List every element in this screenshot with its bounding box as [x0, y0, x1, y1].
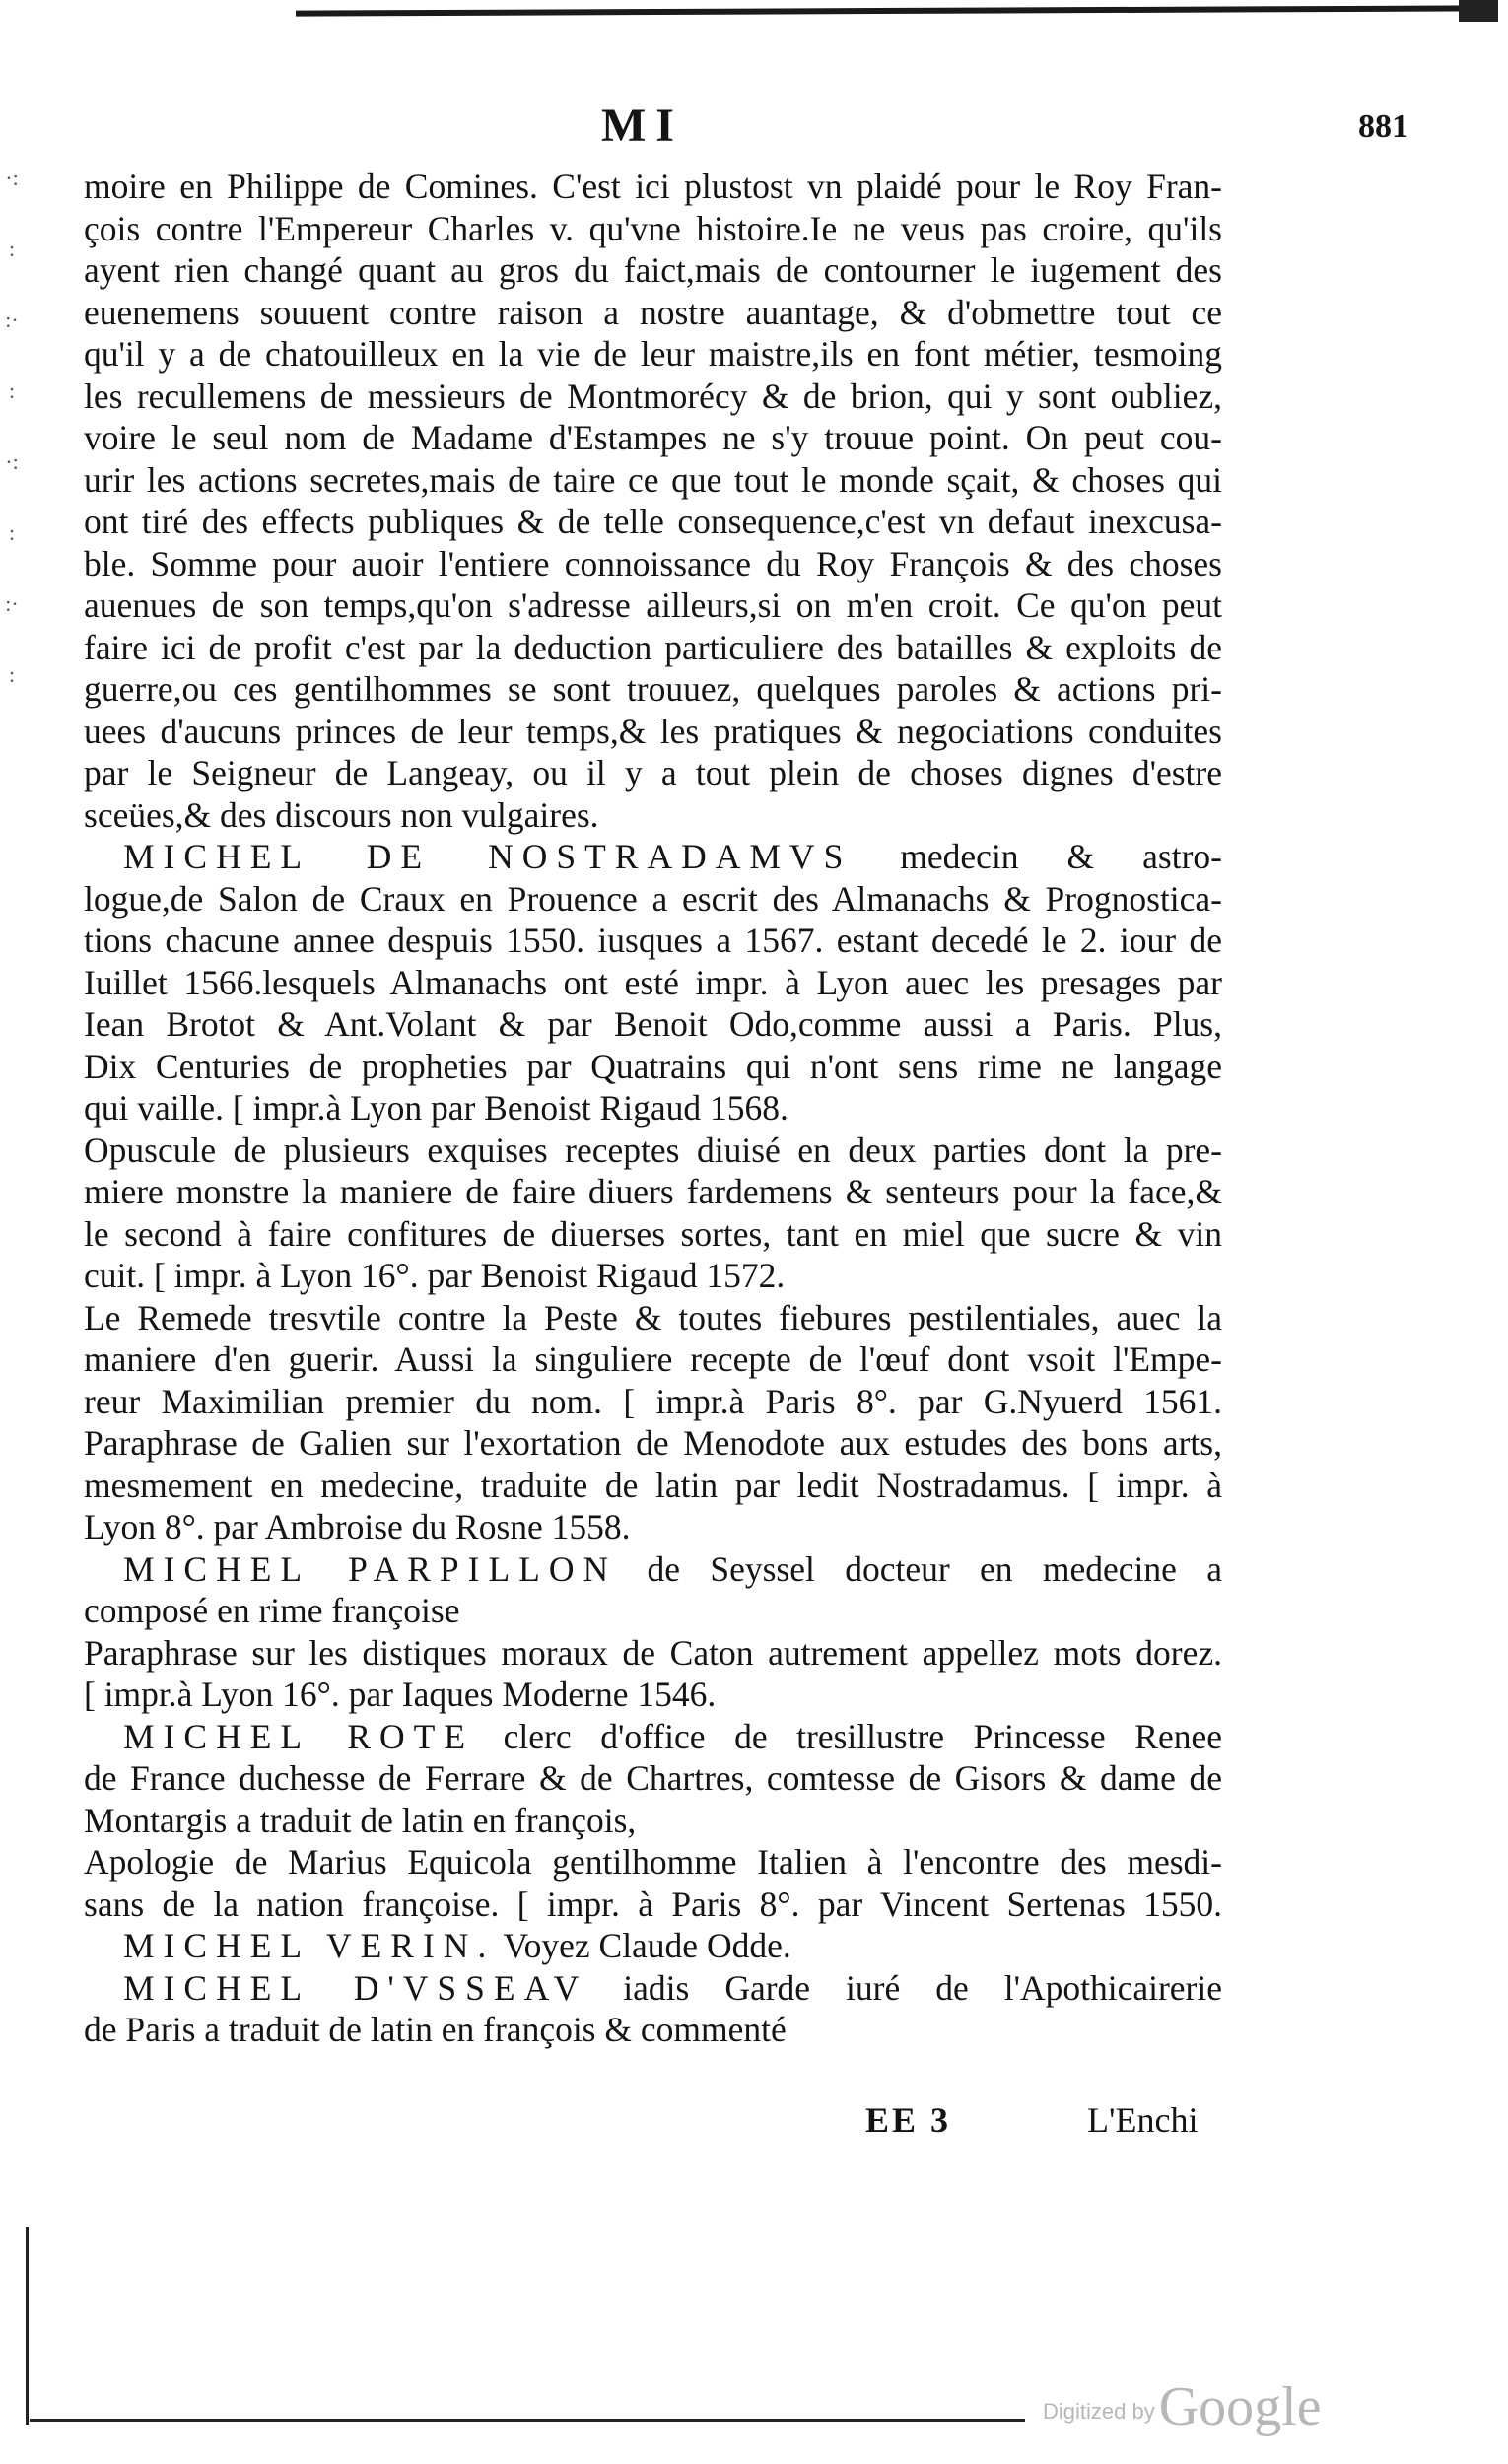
text-line: [84, 1548, 1222, 1591]
text-line: [84, 1883, 1222, 1926]
text-line: [84, 1297, 1222, 1339]
line-text: sans de la nation françoise. [ impr. à Paris 8°. par Vincent Sertenas 1550.: [84, 1883, 1222, 1924]
page-header: [0, 99, 1508, 158]
text-line: [84, 836, 1222, 878]
text-line: [84, 711, 1222, 753]
text-line: [84, 208, 1222, 250]
author-name: MICHEL D'VSSEAV: [123, 1967, 588, 2008]
author-name: MICHEL ROTE: [123, 1716, 475, 1756]
text-line: [84, 584, 1222, 627]
text-line: [84, 1716, 1222, 1758]
text-line: [84, 1213, 1222, 1256]
line-text: clerc d'office de tresillustre Princesse Renee: [474, 1716, 1222, 1756]
text-line: [84, 752, 1222, 794]
page-number: 881: [1358, 108, 1408, 145]
text-line: [84, 501, 1222, 543]
line-text: par le Seigneur de Langeay, ou il y a tout plein de choses dignes d'estre: [84, 753, 1222, 792]
line-text: de Paris a traduit de latin en françois & commenté: [84, 2010, 787, 2049]
line-text: Montargis a traduit de latin en françois,: [84, 1800, 637, 1840]
line-text: Dix Centuries de propheties par Quatrains qui n'ont sens rime ne langage: [84, 1046, 1222, 1086]
line-text: composé en rime françoise: [84, 1591, 460, 1630]
text-line: [84, 1381, 1222, 1423]
line-text: sceües,& des discours non vulgaires.: [84, 794, 599, 835]
line-text: euenemens souuent contre raison a nostre auantage, & d'obmettre tout ce: [84, 292, 1222, 332]
line-text: uees d'aucuns princes de leur temps,& les pratiques & negociations conduites: [84, 711, 1222, 751]
line-text: Voyez Claude Odde.: [495, 1926, 791, 1965]
text-line: [84, 249, 1222, 292]
text-line: [84, 1632, 1222, 1675]
line-text: cuit. [ impr. à Lyon 16°. par Benoist Rigaud 1572.: [84, 1256, 786, 1295]
text-line: [84, 668, 1222, 711]
line-text: reur Maximilian premier du nom. [ impr.à Paris 8°. par G.Nyuerd 1561.: [84, 1381, 1222, 1421]
text-line: [84, 1506, 1222, 1548]
text-line: [84, 1255, 1222, 1297]
line-text: qu'il y a de chatouilleux en la vie de leur maistre,ils en font métier, tesmoing: [84, 334, 1222, 374]
bottom-edge-rule: [30, 2419, 1025, 2422]
text-line: [84, 1129, 1222, 1172]
line-text: Iean Brotot & Ant.Volant & par Benoit Odo,comme aussi a Paris. Plus,: [84, 1004, 1222, 1044]
line-text: mesmement en medecine, traduite de latin par ledit Nostradamus. [ impr. à: [84, 1465, 1222, 1505]
text-line: [84, 1338, 1222, 1381]
line-text: ayent rien changé quant au gros du faict,mais de contourner le iugement des: [84, 250, 1222, 290]
author-name: MICHEL PARPILLON: [123, 1548, 618, 1589]
text-line: [84, 459, 1222, 502]
line-text: Apologie de Marius Equicola gentilhomme Italien à l'encontre des mesdi-: [84, 1842, 1222, 1882]
line-text: les recullemens de messieurs de Montmorécy & de brion, qui y sont oubliez,: [84, 376, 1222, 416]
digitized-watermark: [1043, 2375, 1322, 2438]
body-text: [84, 166, 1222, 2051]
text-line: [84, 417, 1222, 459]
line-text: voire le seul nom de Madame d'Estampes ne s'y trouue point. On peut cou-: [84, 418, 1222, 457]
text-line: [84, 1925, 1222, 1967]
line-text: urir les actions secretes,mais de taire ce que tout le monde sçait, & choses qui: [84, 459, 1222, 500]
line-text: Lyon 8°. par Ambroise du Rosne 1558.: [84, 1507, 631, 1546]
text-line: [84, 376, 1222, 418]
line-text: Iuillet 1566.lesquels Almanachs ont esté impr. à Lyon auec les presages par: [84, 962, 1222, 1002]
text-line: [84, 1171, 1222, 1213]
line-text: moire en Philippe de Comines. C'est ici plustost vn plaidé pour le Roy Fran-: [84, 167, 1222, 206]
text-line: [84, 1800, 1222, 1842]
text-line: [84, 878, 1222, 921]
text-line: [84, 1003, 1222, 1046]
signature-mark: EE 3: [865, 2100, 952, 2140]
watermark-prefix: Digitized by: [1043, 2399, 1155, 2424]
line-text: Paraphrase sur les distiques moraux de Caton autrement appellez mots dorez.: [84, 1632, 1222, 1673]
line-text: guerre,ou ces gentilhommes se sont trouuez, quelques paroles & actions pri-: [84, 669, 1222, 709]
text-line: [84, 794, 1222, 837]
text-line: [84, 1465, 1222, 1507]
text-line: [84, 1046, 1222, 1088]
top-corner-smudge: [1459, 0, 1498, 22]
author-name: MICHEL DE NOSTRADAMVS: [123, 837, 853, 876]
page-footer: [0, 2099, 1508, 2158]
text-line: [84, 292, 1222, 334]
google-logo: Google: [1158, 2376, 1322, 2437]
line-text: qui vaille. [ impr.à Lyon par Benoist Rigaud 1568.: [84, 1088, 788, 1128]
catchword: L'Enchi: [1087, 2100, 1199, 2140]
line-text: Opuscule de plusieurs exquises receptes diuisé en deux parties dont la pre-: [84, 1129, 1222, 1170]
text-line: [84, 1590, 1222, 1632]
line-text: [ impr.à Lyon 16°. par Iaques Moderne 1546.: [84, 1675, 717, 1714]
line-text: tions chacune annee despuis 1550. iusques a 1567. estant decedé le 2. iour de: [84, 921, 1222, 960]
line-text: miere monstre la maniere de faire diuers fardemens & senteurs pour la face,&: [84, 1172, 1222, 1211]
left-margin-marks: ·: : :· : ·: : :· :: [5, 166, 19, 687]
line-text: ble. Somme pour auoir l'entiere connoissance du Roy François & des choses: [84, 543, 1222, 583]
left-edge-rule: [26, 2227, 29, 2425]
line-text: ont tiré des effects publiques & de telle consequence,c'est vn defaut inexcusa-: [84, 502, 1222, 541]
text-line: [84, 543, 1222, 585]
top-edge-rule: [296, 5, 1478, 16]
line-text: auenues de son temps,qu'on s'adresse ailleurs,si on m'en croit. Ce qu'on peut: [84, 585, 1222, 625]
text-line: [84, 166, 1222, 208]
line-text: çois contre l'Empereur Charles v. qu'vne histoire.Ie ne veus pas croire, qu'ils: [84, 208, 1222, 248]
line-text: maniere d'en guerir. Aussi la singuliere recepte de l'œuf dont vsoit l'Empe-: [84, 1339, 1222, 1379]
line-text: logue,de Salon de Craux en Prouence a escrit des Almanachs & Prognostica-: [84, 878, 1222, 919]
line-text: Le Remede tresvtile contre la Peste & toutes fiebures pestilentiales, auec la: [84, 1297, 1222, 1337]
text-line: [84, 962, 1222, 1004]
text-line: [84, 1087, 1222, 1129]
line-text: de Seyssel docteur en medecine a: [617, 1548, 1222, 1589]
line-text: de France duchesse de Ferrare & de Chartres, comtesse de Gisors & dame de: [84, 1758, 1222, 1798]
text-line: [84, 920, 1222, 962]
text-line: [84, 1841, 1222, 1883]
text-line: [84, 627, 1222, 669]
text-line: [84, 1967, 1222, 2010]
text-line: [84, 333, 1222, 376]
text-line: [84, 2009, 1222, 2051]
line-text: le second à faire confitures de diuerses sortes, tant en miel que sucre & vin: [84, 1213, 1222, 1254]
text-line: [84, 1674, 1222, 1716]
text-line: [84, 1757, 1222, 1800]
author-name: MICHEL VERIN.: [123, 1926, 496, 1965]
line-text: iadis Garde iuré de l'Apothicairerie: [587, 1967, 1222, 2008]
text-line: [84, 1422, 1222, 1465]
running-head: MI: [601, 100, 684, 152]
line-text: faire ici de profit c'est par la deduction particuliere des batailles & exploits de: [84, 627, 1222, 667]
line-text: Paraphrase de Galien sur l'exortation de Menodote aux estudes des bons arts,: [84, 1423, 1222, 1463]
line-text: medecin & astro-: [852, 837, 1222, 876]
